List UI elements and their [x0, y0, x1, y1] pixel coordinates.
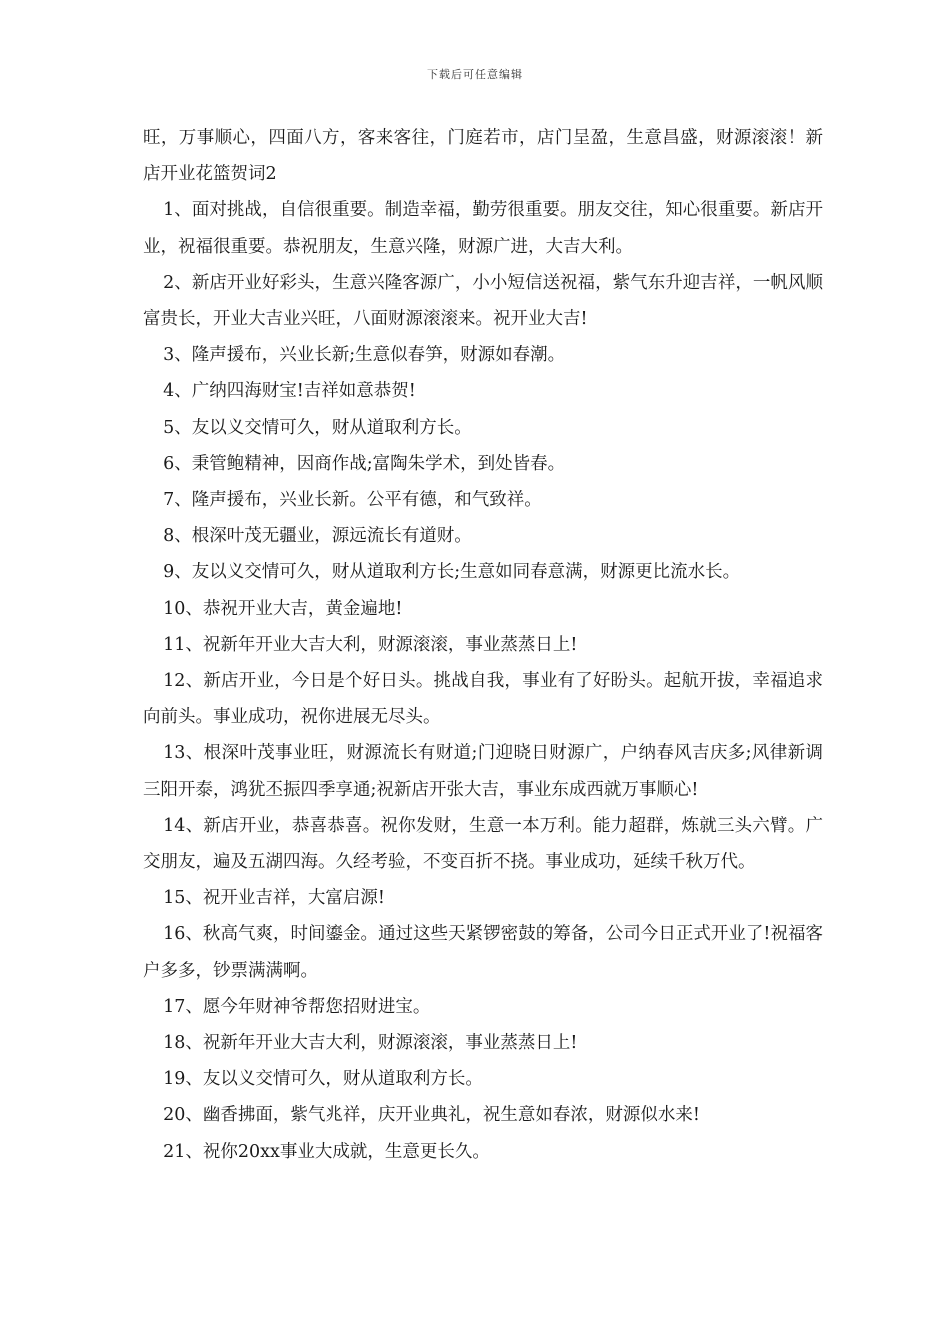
- paragraph: 20、幽香拂面，紫气兆祥，庆开业典礼，祝生意如春浓，财源似水来!: [163, 1105, 700, 1126]
- paragraph: 6、秉管鲍精神，因商作战;富陶朱学术，到处皆春。: [163, 453, 566, 474]
- paragraph: 3、隆声援布，兴业长新;生意似春笋，财源如春潮。: [163, 345, 566, 366]
- paragraph: 15、祝开业吉祥，大富启源!: [163, 888, 385, 909]
- paragraph: 19、友以义交情可久，财从道取利方长。: [163, 1069, 483, 1090]
- paragraph: 7、隆声援布，兴业长新。公平有德，和气致祥。: [163, 490, 542, 511]
- paragraph: 10、恭祝开业大吉，黄金遍地!: [163, 598, 403, 619]
- paragraph: 11、祝新年开业大吉大利，财源滚滚，事业蒸蒸日上!: [163, 634, 578, 655]
- paragraph: 18、祝新年开业大吉大利，财源滚滚，事业蒸蒸日上!: [163, 1033, 578, 1054]
- paragraph: 13、根深叶茂事业旺，财源流长有财道;门迎晓日财源广，户纳春风吉庆多;风律新调三阳开泰，鸿犹丕振四季享通;祝新店开张大吉，事业东成西就万事顺心!: [143, 743, 823, 800]
- paragraph: 5、友以义交情可久，财从道取利方长。: [163, 417, 472, 438]
- paragraph: 1、面对挑战，自信很重要。制造幸福，勤劳很重要。朋友交往，知心很重要。新店开业，祝福很重要。恭祝朋友，生意兴隆，财源广进，大吉大利。: [143, 200, 823, 257]
- paragraph: 4、广纳四海财宝!吉祥如意恭贺!: [163, 381, 416, 402]
- paragraph: 2、新店开业好彩头，生意兴隆客源广，小小短信送祝福，紫气东升迎吉祥，一帆风顺富贵长，开业大吉业兴旺，八面财源滚滚来。祝开业大吉!: [143, 272, 823, 330]
- paragraph: 14、新店开业，恭喜恭喜。祝你发财，生意一本万利。能力超群，炼就三头六臂。广交朋友，遍及五湖四海。久经考验，不变百折不挠。事业成功，延续千秋万代。: [143, 815, 823, 873]
- paragraph: 12、新店开业，今日是个好日头。挑战自我，事业有了好盼头。起航开拔，幸福追求向前头。事业成功，祝你进展无尽头。: [143, 671, 823, 728]
- paragraph: 21、祝你20xx事业大成就，生意更长久。: [163, 1141, 490, 1162]
- paragraph: 9、友以义交情可久，财从道取利方长;生意如同春意满，财源更比流水长。: [163, 562, 741, 583]
- document-body: [143, 120, 823, 1170]
- paragraph: 17、愿今年财神爷帮您招财进宝。: [163, 996, 431, 1017]
- page-header: 下载后可任意编辑: [427, 68, 523, 81]
- paragraph: 16、秋高气爽，时间鎏金。通过这些天紧锣密鼓的筹备，公司今日正式开业了!祝福客户多多，钞票满满啊。: [143, 924, 823, 981]
- paragraph: 旺，万事顺心，四面八方，客来客往，门庭若市，店门呈盈，生意昌盛，财源滚滚！新店开业花篮贺词2: [143, 128, 823, 185]
- paragraph: 8、根深叶茂无疆业，源远流长有道财。: [163, 526, 472, 547]
